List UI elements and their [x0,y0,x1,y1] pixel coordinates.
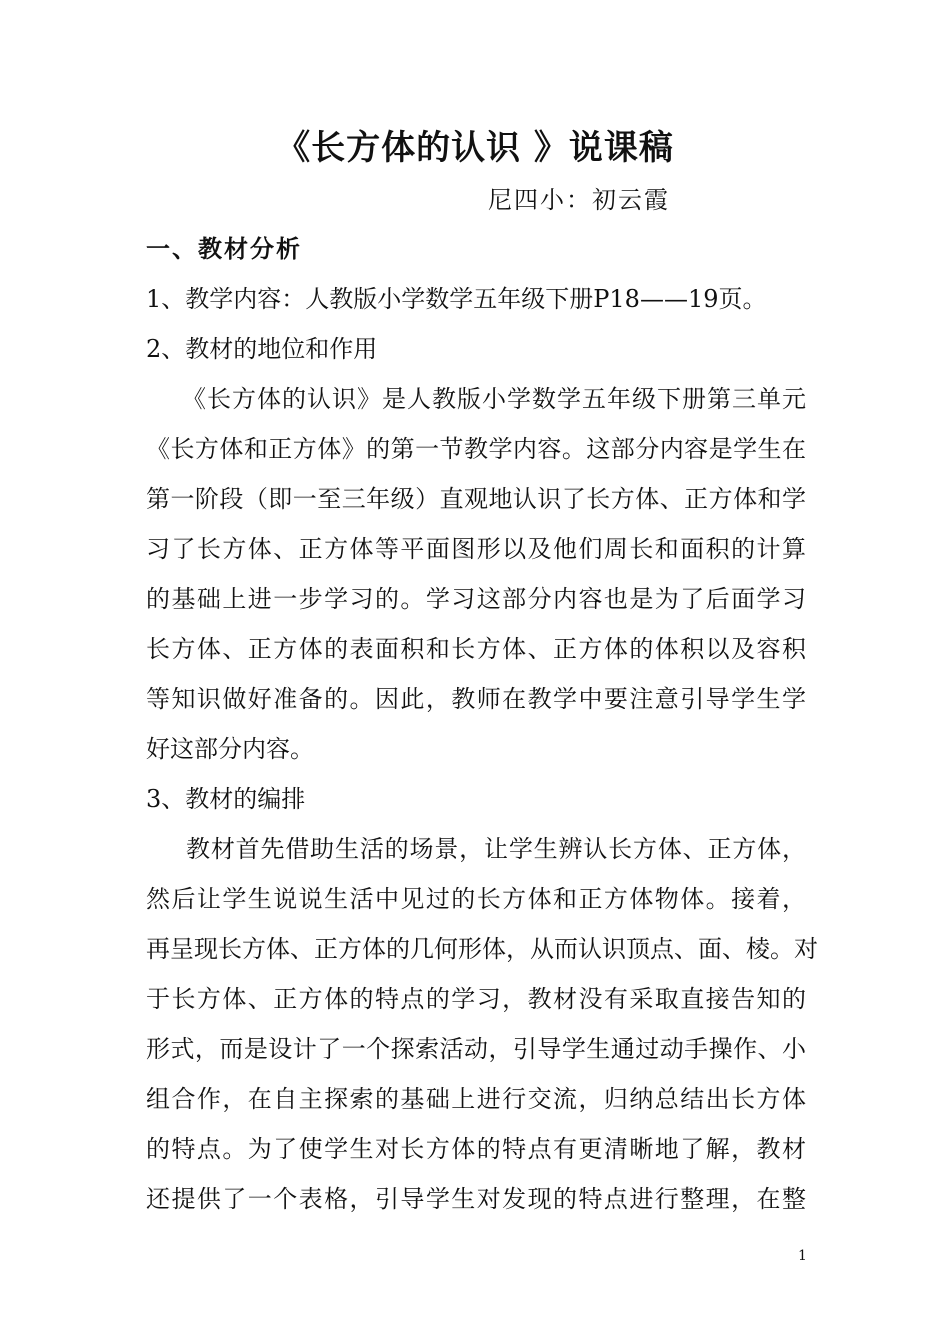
paragraph-line: 还提供了一个表格，引导学生对发现的特点进行整理，在整 [146,1185,806,1213]
paragraph-line: 《长方体和正方体》的第一节教学内容。这部分内容是学生在 [146,435,806,463]
paragraph-line: 的基础上进一步学习的。学习这部分内容也是为了后面学习 [146,585,806,613]
list-item-arrangement: 3、教材的编排 [146,785,306,813]
paragraph-line: 好这部分内容。 [146,735,314,763]
list-item-content: 1、教学内容：人教版小学数学五年级下册P18——19页。 [146,285,767,313]
paragraph-line: 组合作，在自主探索的基础上进行交流，归纳总结出长方体 [146,1085,806,1113]
page-number: 1 [798,1248,807,1264]
paragraph-line: 再呈现长方体、正方体的几何形体，从而认识顶点、面、棱。对 [146,935,818,963]
paragraph-line: 于长方体、正方体的特点的学习，教材没有采取直接告知的 [146,985,806,1013]
paragraph-line: 然后让学生说说生活中见过的长方体和正方体物体。接着， [146,885,806,913]
document-title: 《长方体的认识 》说课稿 [276,128,674,168]
paragraph-line: 长方体、正方体的表面积和长方体、正方体的体积以及容积 [146,635,806,663]
paragraph-line: 《长方体的认识》是人教版小学数学五年级下册第三单元 [182,385,806,413]
paragraph-line: 习了长方体、正方体等平面图形以及他们周长和面积的计算 [146,535,806,563]
paragraph-line: 等知识做好准备的。因此，教师在教学中要注意引导学生学 [146,685,806,713]
paragraph-line: 的特点。为了使学生对长方体的特点有更清晰地了解，教材 [146,1135,806,1163]
paragraph-line: 教材首先借助生活的场景，让学生辨认长方体、正方体， [186,835,806,863]
paragraph-line: 第一阶段（即一至三年级）直观地认识了长方体、正方体和学 [146,485,806,513]
paragraph-line: 形式，而是设计了一个探索活动，引导学生通过动手操作、小 [146,1035,806,1063]
section-heading: 一、教材分析 [146,235,302,263]
author-line: 尼四小：初云霞 [488,186,670,214]
list-item-position: 2、教材的地位和作用 [146,335,378,363]
